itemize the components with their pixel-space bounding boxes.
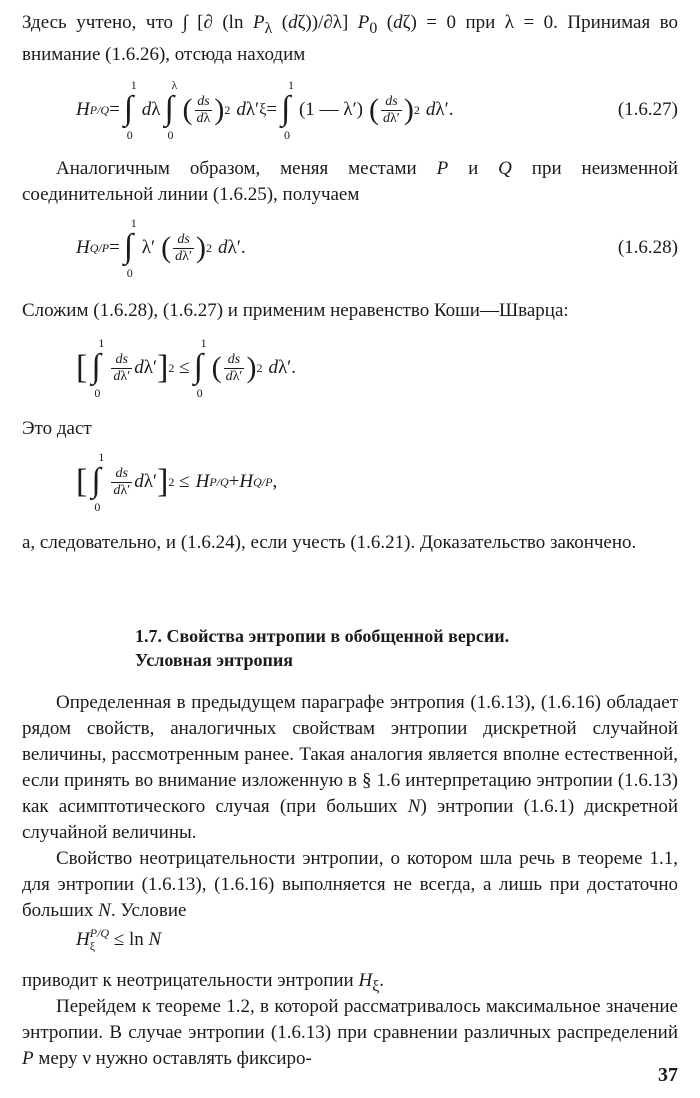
paragraph-theorem: Перейдем к теореме 1.2, в которой рассматривалось максимальное значение энтропии. В случае энтропии (1.6.13) при сравнении различных распределений P меру ν нужно оставлять фиксиро-: [22, 996, 678, 1069]
paragraph-intro: Здесь учтено, что ∫ [∂ (ln $P_\lambda$ (dζ))/∂λ] $P_0$ (dζ) = 0 при λ = 0. Принимая во внимание (1.6.26), отсюда находим: [22, 12, 679, 65]
section-heading: [135, 624, 509, 672]
equation-1-6-28: H Q/P = 1 ∫ 0 λ′ ( $\frac{ds}{d\lambda'}$ ) 2 d λ′. (1.6.28): [76, 216, 678, 280]
equation-condition: H P/Q ξ ≤ ln N: [76, 926, 162, 953]
section-title-line2: Условная энтропия: [135, 650, 293, 670]
paragraph-analog: Аналогичным образом, меняя местами P и Q при неизменной соединительной линии (1.6.25), получаем: [22, 158, 678, 205]
equation-number: (1.6.28): [617, 237, 678, 258]
paragraph-cauchy: Сложим (1.6.28), (1.6.27) и применим неравенство Коши—Шварца:: [22, 300, 569, 321]
paragraph-leads: приводит к неотрицательности энтропии $H_\xi$.: [22, 970, 384, 995]
equation-1-6-27: H P/Q = 1 ∫ 0 d λ λ ∫ 0 ( $\frac{ds}{d\lambda}$ ) 2 d λ′ ξ = 1 ∫ 0 (1 — λ′) ( $\frac{ds}{d\lambda'}$ ) 2 d λ′. (1.6.27): [76, 78, 678, 142]
paragraph-eto: Это даст: [22, 418, 92, 439]
paragraph-definition: Определенная в предыдущем параграфе энтропия (1.6.13), (1.6.16) обладает рядом свойств, аналогичных свойствам энтропии дискретной случайной величины, рассмотренным ранее. Такая аналогия является вполне естественной, если принять во внимание изложенную в § 1.6 интерпретацию энтропии (1.6.13) как асимптотического случая (при больших N) энтропии (1.6.1) дискретной случайной величины.: [22, 692, 678, 843]
equation-number: (1.6.27): [617, 99, 678, 120]
section-title-line1: 1.7. Свойства энтропии в обобщенной версии.: [135, 626, 510, 646]
equation-sum: [ 1 ∫ 0 $\frac{ds}{d\lambda'}$ d λ′ ] 2 ≤ H P/Q + H Q/P ,: [76, 450, 278, 514]
paragraph-nonnegativity: Свойство неотрицательности энтропии, о котором шла речь в теореме 1.1, для энтропии (1.6.13), (1.6.16) выполняется не всегда, а лишь при достаточно больших N. Условие: [22, 848, 678, 921]
paragraph-conclusion: а, следовательно, и (1.6.24), если учесть (1.6.21). Доказательство закончено.: [22, 532, 637, 553]
equation-cauchy-schwarz: [ 1 ∫ 0 $\frac{ds}{d\lambda'}$ d λ′ ] 2 ≤ 1 ∫ 0 ( $\frac{ds}{d\lambda'}$ ) 2 d λ′.: [76, 336, 297, 400]
page-number: 37: [658, 1064, 678, 1086]
